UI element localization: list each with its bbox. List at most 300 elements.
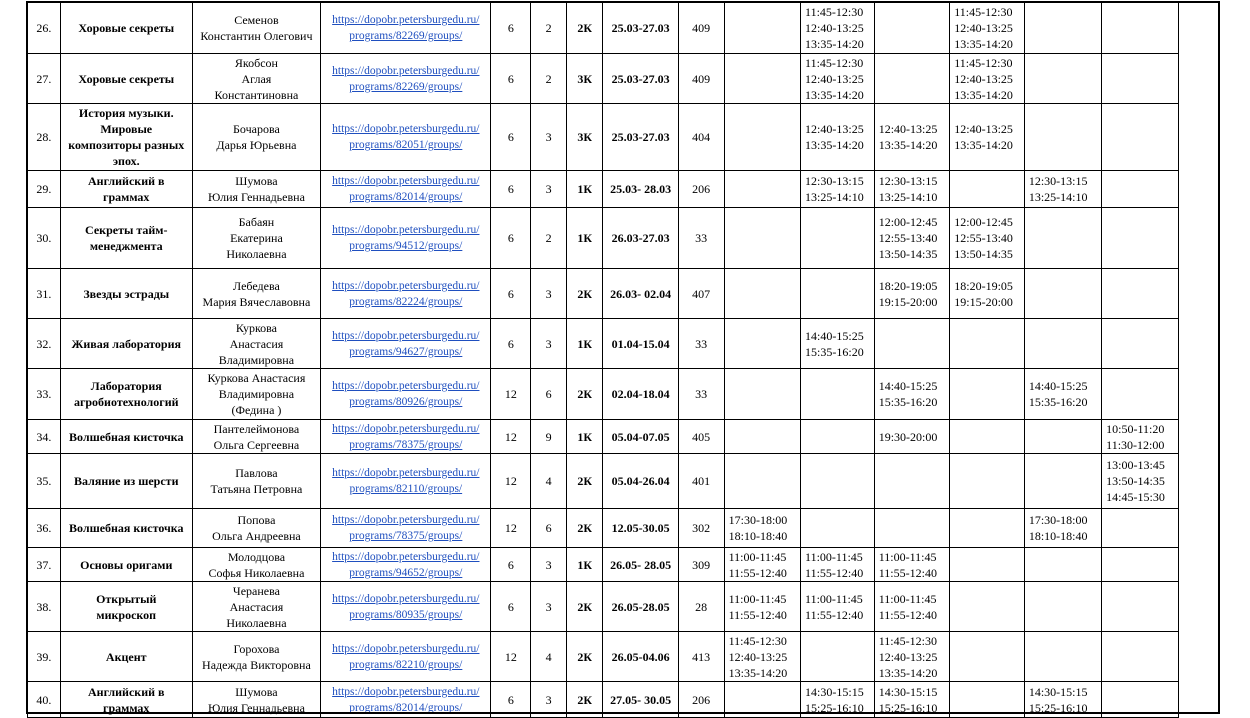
schedule-day-1	[724, 509, 800, 548]
program-link-cell	[321, 369, 491, 420]
program-link[interactable]	[323, 641, 488, 673]
hours-count: 12	[491, 632, 531, 682]
schedule-day-3	[874, 54, 950, 104]
table-row	[28, 171, 1250, 208]
schedule-day-4	[950, 582, 1025, 632]
row-number: 36.	[28, 509, 61, 548]
program-link[interactable]	[323, 63, 488, 95]
group-code: 2К	[567, 632, 603, 682]
hours-count: 6	[491, 3, 531, 54]
room-number: 33	[678, 369, 724, 420]
hours-count: 6	[491, 208, 531, 269]
hours-count: 12	[491, 420, 531, 454]
time-slot: 19:15-20:00	[954, 294, 1013, 309]
group-code: 2К	[567, 3, 603, 54]
program-link[interactable]	[323, 591, 488, 623]
lessons-count: 9	[531, 420, 567, 454]
time-slot: 12:00-12:45	[954, 215, 1013, 229]
group-code: 1К	[567, 420, 603, 454]
schedule-day-1	[724, 420, 800, 454]
room-number: 33	[678, 319, 724, 369]
time-slot: 13:35-14:20	[954, 87, 1013, 102]
time-slot: 14:30-15:15	[878, 684, 938, 699]
lessons-count: 2	[531, 3, 567, 54]
group-code: 2К	[567, 269, 603, 319]
time-slot: 13:35-14:20	[805, 37, 864, 51]
time-slot: 13:25-14:10	[878, 190, 938, 204]
program-name-line: менеджмента	[89, 239, 163, 253]
room-number: 206	[678, 682, 724, 718]
date-range: 05.04-26.04	[603, 454, 678, 509]
time-slot: 11:00-11:45	[878, 549, 937, 564]
program-link-line: https://dopobr.petersburgedu.ru/	[332, 514, 480, 526]
program-link-line: https://dopobr.petersburgedu.ru/	[332, 64, 480, 77]
program-link[interactable]	[323, 512, 488, 544]
room-number: 404	[678, 104, 724, 171]
hours-count: 12	[491, 369, 531, 420]
program-link-line: programs/94627/groups/	[349, 345, 463, 358]
teacher-name-line: Аглая	[241, 71, 272, 86]
program-link-line: programs/82051/groups/	[349, 139, 463, 151]
time-slot: 15:35-16:20	[1028, 395, 1088, 409]
row-number: 30.	[28, 208, 61, 269]
time-slot: 12:30-13:15	[878, 174, 938, 188]
teacher-name-line: Шумова	[235, 174, 278, 188]
schedule-day-4	[950, 104, 1025, 171]
schedule-day-5	[1024, 454, 1101, 509]
schedule-day-5	[1024, 509, 1101, 548]
program-link-line: programs/82269/groups/	[349, 80, 463, 93]
date-range: 25.03- 28.03	[603, 171, 678, 208]
time-slot: 15:25-16:10	[1028, 700, 1088, 715]
teacher-name	[192, 269, 320, 319]
program-name	[60, 54, 192, 104]
teacher-name-line: Черанева	[232, 583, 280, 598]
schedule-day-4	[950, 3, 1025, 54]
program-name	[60, 509, 192, 548]
lessons-count: 4	[531, 454, 567, 509]
schedule-day-5	[1024, 369, 1101, 420]
schedule-day-2	[801, 582, 875, 632]
time-slot: 12:55-13:40	[954, 231, 1013, 245]
hours-count: 6	[491, 548, 531, 582]
schedule-day-3	[874, 454, 950, 509]
schedule-day-6	[1102, 682, 1178, 718]
program-link-cell	[321, 420, 491, 454]
table-row	[28, 208, 1250, 269]
time-slot: 11:55-12:40	[878, 607, 937, 622]
program-name-line: История музыки.	[78, 106, 174, 120]
schedule-day-3	[874, 104, 950, 171]
time-slot: 15:35-16:20	[805, 344, 864, 359]
program-name-line: Волшебная кисточка	[68, 429, 184, 444]
date-range: 12.05-30.05	[603, 509, 678, 548]
schedule-day-3	[874, 171, 950, 208]
program-link-line: programs/78375/groups/	[349, 530, 463, 542]
program-link-line: programs/94512/groups/	[349, 240, 463, 252]
program-link[interactable]	[323, 684, 488, 716]
time-slot: 12:40-13:25	[954, 71, 1013, 86]
teacher-name-line: Ольга Андреевна	[212, 529, 301, 543]
teacher-name-line: Екатерина	[230, 231, 283, 245]
program-link-line: programs/80935/groups/	[349, 608, 463, 621]
teacher-name-line: Мария Вячеславовна	[202, 294, 311, 309]
time-slot: 11:00-11:45	[805, 549, 863, 564]
row-number: 28.	[28, 104, 61, 171]
hours-count: 6	[491, 269, 531, 319]
time-slot: 11:00-11:45	[878, 591, 937, 606]
program-link-line: https://dopobr.petersburgedu.ru/	[332, 329, 480, 342]
schedule-day-5	[1024, 682, 1101, 718]
schedule-day-5	[1024, 104, 1101, 171]
schedule-day-4	[950, 171, 1025, 208]
schedule-day-6	[1102, 104, 1178, 171]
time-slot: 11:45-12:30	[954, 5, 1013, 19]
schedule-day-3	[874, 420, 950, 454]
program-link-line: https://dopobr.petersburgedu.ru/	[332, 279, 480, 292]
teacher-name	[192, 454, 320, 509]
teacher-name-line: Павлова	[235, 466, 278, 480]
time-slot: 14:40-15:25	[805, 328, 864, 343]
time-slot: 17:30-18:00	[728, 513, 788, 527]
schedule-day-1	[724, 3, 800, 54]
row-number: 35.	[28, 454, 61, 509]
time-slot: 13:35-14:20	[954, 37, 1013, 51]
teacher-name	[192, 369, 320, 420]
group-code: 2К	[567, 369, 603, 420]
time-slot: 13:25-14:10	[1028, 190, 1088, 204]
schedule-day-6	[1102, 369, 1178, 420]
teacher-name	[192, 3, 320, 54]
schedule-day-2	[801, 3, 875, 54]
program-link-cell	[321, 171, 491, 208]
schedule-day-1	[724, 171, 800, 208]
schedule-day-5	[1024, 54, 1101, 104]
program-link[interactable]	[323, 465, 488, 497]
time-slot: 15:25-16:10	[878, 700, 938, 715]
schedule-day-2	[801, 369, 875, 420]
hours-count: 6	[491, 104, 531, 171]
schedule-day-2	[801, 682, 875, 718]
teacher-name-line: Анастасия	[229, 336, 284, 351]
lessons-count: 3	[531, 171, 567, 208]
program-name	[60, 548, 192, 582]
time-slot: 11:55-12:40	[805, 607, 864, 622]
program-name-line: микроскоп	[96, 607, 157, 622]
program-link[interactable]	[323, 378, 488, 410]
room-number: 206	[678, 171, 724, 208]
teacher-name-line: Юлия Геннадьевна	[207, 190, 305, 204]
time-slot: 18:20-19:05	[878, 278, 938, 293]
program-link[interactable]	[323, 173, 488, 205]
program-name-line: Звезды эстрады	[83, 286, 170, 301]
lessons-count: 4	[531, 632, 567, 682]
program-name-line: граммах	[103, 190, 150, 204]
schedule-day-1	[724, 682, 800, 718]
group-code: 2К	[567, 509, 603, 548]
program-link[interactable]	[323, 421, 488, 453]
group-code: 2К	[567, 682, 603, 718]
time-slot: 13:00-13:45	[1106, 458, 1165, 472]
group-code: 2К	[567, 582, 603, 632]
time-slot: 12:00-12:45	[878, 215, 938, 229]
time-slot: 12:55-13:40	[878, 231, 938, 245]
row-number: 33.	[28, 369, 61, 420]
schedule-day-1	[724, 269, 800, 319]
teacher-name-line: Дарья Юрьевна	[216, 138, 297, 152]
schedule-day-6	[1102, 269, 1178, 319]
program-name-line: Хоровые секреты	[78, 21, 175, 35]
program-link[interactable]	[323, 549, 488, 581]
teacher-name-line: Молодцова	[227, 549, 286, 564]
schedule-day-3	[874, 369, 950, 420]
schedule-day-5	[1024, 319, 1101, 369]
time-slot: 12:40-13:25	[954, 21, 1013, 35]
table-row	[28, 454, 1250, 509]
program-name	[60, 269, 192, 319]
program-link-cell	[321, 682, 491, 718]
time-slot: 11:30-12:00	[1106, 437, 1165, 452]
program-link-cell	[321, 54, 491, 104]
teacher-name	[192, 171, 320, 208]
program-link[interactable]	[323, 328, 488, 360]
program-name-line: Лаборатория	[90, 379, 162, 393]
time-slot: 12:30-13:15	[1028, 174, 1088, 188]
time-slot: 13:50-14:35	[878, 247, 938, 261]
teacher-name-line: Пантелеймонова	[213, 421, 300, 436]
time-slot: 12:40-13:25	[728, 649, 788, 664]
time-slot: 18:20-19:05	[954, 278, 1013, 293]
program-link-line: https://dopobr.petersburgedu.ru/	[332, 592, 480, 605]
schedule-day-4	[950, 682, 1025, 718]
schedule-day-4	[950, 420, 1025, 454]
program-name-line: Английский в	[87, 174, 165, 188]
program-link-line: programs/82110/groups/	[349, 483, 463, 495]
time-slot: 10:50-11:20	[1106, 421, 1165, 436]
schedule-day-2	[801, 171, 875, 208]
program-link-cell	[321, 548, 491, 582]
time-slot: 12:40-13:25	[805, 122, 864, 136]
schedule-day-1	[724, 582, 800, 632]
teacher-name-line: Анастасия	[229, 599, 284, 614]
schedule-day-3	[874, 582, 950, 632]
program-name-line: Живая лаборатория	[71, 336, 181, 351]
program-link-cell	[321, 319, 491, 369]
program-name	[60, 208, 192, 269]
time-slot: 14:45-15:30	[1106, 490, 1165, 504]
program-name	[60, 682, 192, 718]
program-link-line: programs/82014/groups/	[349, 191, 463, 203]
time-slot: 14:40-15:25	[1028, 379, 1088, 393]
teacher-name	[192, 632, 320, 682]
schedule-rows	[28, 3, 1250, 718]
schedule-day-5	[1024, 420, 1101, 454]
table-row	[28, 420, 1250, 454]
schedule-day-5	[1024, 3, 1101, 54]
program-name-line: Английский в	[87, 684, 165, 699]
time-slot: 11:55-12:40	[728, 565, 787, 580]
hours-count: 6	[491, 54, 531, 104]
time-slot: 11:00-11:45	[728, 591, 787, 606]
teacher-name	[192, 208, 320, 269]
schedule-day-5	[1024, 208, 1101, 269]
schedule-day-2	[801, 104, 875, 171]
program-name	[60, 3, 192, 54]
teacher-name-line: Софья Николаевна	[208, 565, 305, 580]
program-link-line: https://dopobr.petersburgedu.ru/	[332, 422, 480, 435]
teacher-name	[192, 420, 320, 454]
time-slot: 18:10-18:40	[1028, 529, 1088, 543]
room-number: 413	[678, 632, 724, 682]
teacher-name-line: Лебедева	[233, 278, 280, 293]
date-range: 02.04-18.04	[603, 369, 678, 420]
program-link[interactable]	[323, 121, 488, 153]
time-slot: 13:35-14:20	[728, 665, 788, 680]
room-number: 407	[678, 269, 724, 319]
date-range: 27.05- 30.05	[603, 682, 678, 718]
schedule-day-3	[874, 3, 950, 54]
teacher-name	[192, 319, 320, 369]
teacher-name-line: Бочарова	[233, 122, 280, 136]
group-code: 2К	[567, 454, 603, 509]
program-name	[60, 104, 192, 171]
program-link[interactable]	[323, 12, 488, 44]
schedule-day-3	[874, 682, 950, 718]
teacher-name-line: Владимировна	[218, 352, 295, 367]
program-link-line: programs/94652/groups/	[349, 566, 463, 579]
schedule-day-3	[874, 319, 950, 369]
time-slot: 11:45-12:30	[805, 55, 864, 70]
schedule-day-2	[801, 208, 875, 269]
room-number: 28	[678, 582, 724, 632]
teacher-name	[192, 509, 320, 548]
time-slot: 14:30-15:15	[805, 684, 864, 699]
schedule-day-4	[950, 509, 1025, 548]
time-slot: 13:50-14:35	[954, 247, 1013, 261]
time-slot: 13:25-14:10	[805, 190, 864, 204]
schedule-day-1	[724, 319, 800, 369]
teacher-name-line: Константиновна	[214, 87, 299, 102]
lessons-count: 6	[531, 509, 567, 548]
schedule-day-2	[801, 420, 875, 454]
time-slot: 12:40-13:25	[878, 122, 938, 136]
date-range: 26.05-04.06	[603, 632, 678, 682]
schedule-day-5	[1024, 582, 1101, 632]
room-number: 409	[678, 3, 724, 54]
teacher-name-line: (Федина )	[231, 403, 282, 417]
schedule-day-2	[801, 54, 875, 104]
date-range: 05.04-07.05	[603, 420, 678, 454]
schedule-day-4	[950, 369, 1025, 420]
teacher-name-line: Николаевна	[226, 615, 287, 630]
room-number: 33	[678, 208, 724, 269]
table-row	[28, 369, 1250, 420]
time-slot: 13:50-14:35	[1106, 474, 1165, 488]
teacher-name-line: Константин Олегович	[200, 29, 313, 43]
row-number: 27.	[28, 54, 61, 104]
time-slot: 13:35-14:20	[878, 138, 938, 152]
schedule-day-1	[724, 104, 800, 171]
program-link[interactable]	[323, 222, 488, 254]
schedule-day-6	[1102, 208, 1178, 269]
table-row	[28, 548, 1250, 582]
teacher-name-line: Юлия Геннадьевна	[207, 700, 305, 715]
program-name	[60, 632, 192, 682]
schedule-day-6	[1102, 54, 1178, 104]
group-code: 1К	[567, 548, 603, 582]
program-name-line: Акцент	[105, 649, 147, 664]
program-name-line: Волшебная кисточка	[68, 521, 184, 535]
time-slot: 13:35-14:20	[805, 138, 864, 152]
schedule-day-3	[874, 208, 950, 269]
time-slot: 13:35-14:20	[954, 138, 1013, 152]
program-name	[60, 582, 192, 632]
program-link-line: programs/78375/groups/	[349, 438, 463, 451]
schedule-day-2	[801, 548, 875, 582]
program-link-cell	[321, 208, 491, 269]
schedule-day-4	[950, 454, 1025, 509]
hours-count: 6	[491, 319, 531, 369]
row-number: 26.	[28, 3, 61, 54]
time-slot: 11:00-11:45	[728, 549, 787, 564]
table-row	[28, 632, 1250, 682]
schedule-day-5	[1024, 171, 1101, 208]
group-code: 1К	[567, 171, 603, 208]
program-link-cell	[321, 104, 491, 171]
lessons-count: 3	[531, 319, 567, 369]
time-slot: 18:10-18:40	[728, 529, 788, 543]
program-name-line: агробиотехнологий	[73, 395, 179, 409]
table-row	[28, 54, 1250, 104]
schedule-day-6	[1102, 420, 1178, 454]
teacher-name-line: Николаевна	[226, 247, 287, 261]
time-slot: 11:55-12:40	[728, 607, 787, 622]
lessons-count: 2	[531, 54, 567, 104]
schedule-day-3	[874, 509, 950, 548]
schedule-day-5	[1024, 269, 1101, 319]
teacher-name-line: Попова	[237, 513, 276, 527]
time-slot: 11:55-12:40	[805, 565, 864, 580]
program-name-line: Мировые	[100, 122, 153, 136]
time-slot: 14:40-15:25	[878, 379, 938, 393]
schedule-day-6	[1102, 509, 1178, 548]
time-slot: 15:35-16:20	[878, 395, 938, 409]
room-number: 302	[678, 509, 724, 548]
program-link[interactable]	[323, 278, 488, 310]
schedule-day-4	[950, 54, 1025, 104]
program-name-line: Валяние из шерсти	[74, 474, 179, 488]
row-number: 32.	[28, 319, 61, 369]
teacher-name-line: Ольга Сергеевна	[213, 437, 300, 452]
time-slot: 11:55-12:40	[878, 565, 937, 580]
program-name-line: композиторы разных	[68, 138, 185, 152]
hours-count: 6	[491, 582, 531, 632]
program-name	[60, 171, 192, 208]
program-name-line: граммах	[103, 700, 150, 715]
schedule-day-4	[950, 269, 1025, 319]
row-number: 38.	[28, 582, 61, 632]
date-range: 26.05- 28.05	[603, 548, 678, 582]
time-slot: 17:30-18:00	[1028, 513, 1088, 527]
time-slot: 12:40-13:25	[878, 649, 938, 664]
lessons-count: 3	[531, 682, 567, 718]
date-range: 26.03-27.03	[603, 208, 678, 269]
time-slot: 13:35-14:20	[805, 87, 864, 102]
table-row	[28, 682, 1250, 718]
schedule-day-3	[874, 632, 950, 682]
group-code: 1К	[567, 208, 603, 269]
teacher-name-line: Владимировна	[218, 387, 295, 401]
